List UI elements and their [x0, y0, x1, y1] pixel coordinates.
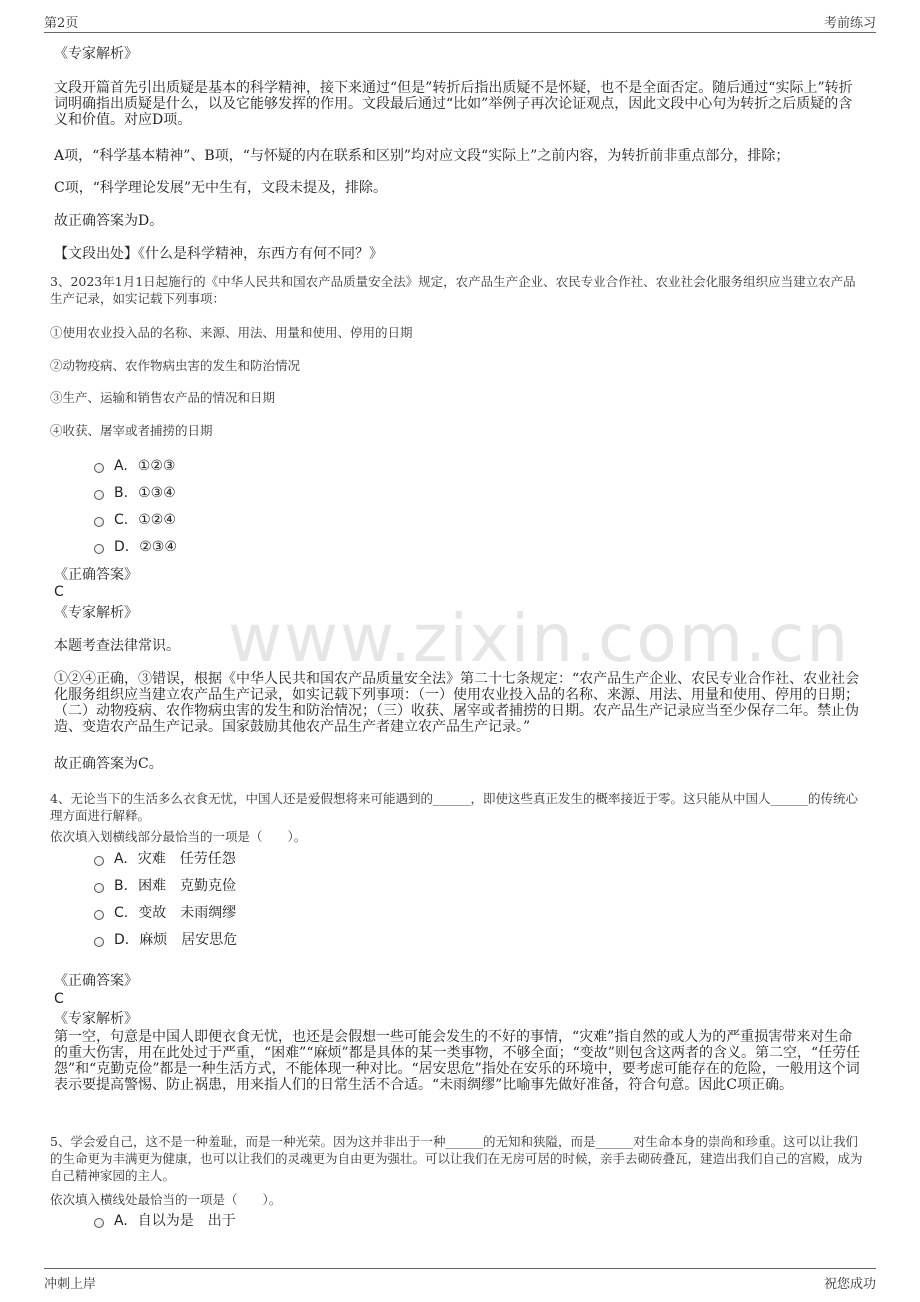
- option-text: 困难 克勤克俭: [138, 878, 237, 894]
- watermark: www.zixin.com.cn: [228, 600, 851, 677]
- radio-icon[interactable]: [94, 883, 104, 893]
- option-label: C.: [114, 512, 129, 528]
- q3-option-c[interactable]: [94, 512, 176, 528]
- footer-left: 冲刺上岸: [44, 1277, 97, 1292]
- option-text: ①③④: [138, 485, 176, 501]
- q2-answer-line: 故正确答案为D。: [54, 213, 164, 229]
- q3-answer-label: 《正确答案》: [54, 567, 138, 583]
- radio-icon[interactable]: [94, 856, 104, 866]
- option-label: B.: [114, 878, 129, 894]
- q3-item-1: ①使用农业投入品的名称、来源、用法、用量和使用、停用的日期: [50, 325, 413, 340]
- q2-source: 【文段出处】《什么是科学精神，东西方有何不同？》: [54, 246, 383, 262]
- q3-answer: C: [54, 584, 64, 600]
- q4-analysis-p1: 第一空，句意是中国人即便衣食无忧，也还是会假想一些可能会发生的不好的事情，“灾难”指自然的或人为的严重损害带来对生命的重大伤害，用在此处过于严重，“困难”“麻烦”都是具体的某一类事物，不够全面；“变故”则包含这两者的含义。第二空，“任劳任怨”和“克勤克俭”都是一种生活方式，不能体现一种对比。“居安思危”指处在安乐的环境中，要考虑可能存在的危险，一般用这个词表示要提高警惕、防止祸患，用来指人们的日常生活不合适。“未雨绸缪”比喻事先做好准备，符合句意。因此C项正确。: [54, 1029, 861, 1093]
- q2-analysis-p1: 文段开篇首先引出质疑是基本的科学精神，接下来通过“但是”转折后指出质疑不是怀疑，也不是全面否定。随后通过“实际上”转折词明确指出质疑是什么，以及它能够发挥的作用。文段最后通过“比如”举例子再次论证观点，因此文段中心句为转折之后质疑的含义和价值。对应D项。: [54, 80, 853, 128]
- q4-option-a[interactable]: [94, 851, 236, 867]
- page-footer: [44, 1268, 876, 1292]
- q3-answer-line: 故正确答案为C。: [54, 756, 163, 772]
- q4-answer-label: 《正确答案》: [54, 973, 138, 989]
- radio-icon[interactable]: [94, 910, 104, 920]
- q2-analysis-p2: A项，“科学基本精神”、B项，“与怀疑的内在联系和区别”均对应文段“实际上”之前内容，为转折前非重点部分，排除；: [54, 148, 790, 164]
- option-text: 灾难 任劳任怨: [137, 851, 236, 867]
- q3-stem: 3、2023年1月1日起施行的《中华人民共和国农产品质量安全法》规定，农产品生产企业、农民专业合作社、农业社会化服务组织应当建立农产品生产记录，如实记载下列事项：: [50, 274, 856, 306]
- radio-icon[interactable]: [94, 544, 104, 554]
- page-number: 第2页: [44, 16, 79, 31]
- option-text: 麻烦 居安思危: [139, 932, 238, 948]
- q3-option-a[interactable]: [94, 458, 175, 474]
- q3-item-4: ④收获、屠宰或者捕捞的日期: [50, 423, 213, 438]
- q2-analysis-p3: C项，“科学理论发展”无中生有，文段未提及，排除。: [54, 180, 388, 196]
- radio-icon[interactable]: [94, 937, 104, 947]
- q3-analysis-p2: ①②④正确，③错误，根据《中华人民共和国农产品质量安全法》第二十七条规定：“农产品生产企业、农民专业合作社、农业社会化服务组织应当建立农产品生产记录，如实记载下列事项：（一）使用农业投入品的名称、来源、用法、用量和使用、停用的日期；（二）动物疫病、农作物病虫害的发生和防治情况；（三）收获、屠宰或者捕捞的日期。农产品生产记录应当至少保存二年。禁止伪造、变造农产品生产记录。国家鼓励其他农产品生产者建立农产品生产记录。”: [54, 671, 860, 735]
- q4-prompt: 依次填入划横线部分最恰当的一项是（ ）。: [50, 829, 307, 844]
- q4-stem: 4、无论当下的生活多么衣食无忧，中国人还是爱假想将来可能遇到的______，即使这些真正发生的概率接近于零。这只能从中国人______的传统心理方面进行解释。: [50, 791, 858, 823]
- footer-right: 祝您成功: [823, 1277, 876, 1292]
- option-text: ①②③: [137, 458, 176, 474]
- radio-icon[interactable]: [94, 490, 104, 500]
- q3-analysis-p1: 本题考查法律常识。: [54, 638, 180, 654]
- option-label: D.: [114, 932, 130, 948]
- q4-option-c[interactable]: [94, 905, 236, 921]
- q3-item-2: ②动物疫病、农作物病虫害的发生和防治情况: [50, 358, 301, 373]
- option-label: A.: [114, 1213, 128, 1229]
- radio-icon[interactable]: [94, 517, 104, 527]
- option-label: D.: [114, 539, 130, 555]
- option-label: C.: [114, 905, 129, 921]
- radio-icon[interactable]: [94, 1218, 104, 1228]
- option-text: ①②④: [138, 512, 176, 528]
- q5-option-a[interactable]: [94, 1213, 236, 1229]
- option-text: 自以为是 出于: [137, 1213, 236, 1229]
- option-label: A.: [114, 458, 128, 474]
- q2-analysis-label: 《专家解析》: [54, 46, 138, 62]
- radio-icon[interactable]: [94, 463, 104, 473]
- page-header: [44, 10, 876, 33]
- q5-stem: 5、学会爱自己，这不是一种羞耻，而是一种光荣。因为这并非出于一种______的无知和狭隘，而是______对生命本身的崇尚和珍重。这可以让我们的生命更为丰满更为健康，也可以让我们的灵魂更为自由更为强壮。可以让我们在无房可居的时候，亲手去砌砖叠瓦，建造出我们自己的宫殿，成为自己精神家园的主人。: [50, 1134, 863, 1183]
- q5-prompt: 依次填入横线处最恰当的一项是（ ）。: [50, 1192, 282, 1207]
- q4-answer: C: [54, 991, 64, 1007]
- option-text: 变故 未雨绸缪: [138, 905, 237, 921]
- option-text: ②③④: [139, 539, 177, 555]
- q4-option-b[interactable]: [94, 878, 236, 894]
- q3-option-d[interactable]: [94, 539, 177, 555]
- q3-item-3: ③生产、运输和销售农产品的情况和日期: [50, 390, 276, 405]
- option-label: A.: [114, 851, 128, 867]
- q4-analysis-label: 《专家解析》: [54, 1011, 138, 1027]
- q3-analysis-label: 《专家解析》: [54, 605, 138, 621]
- q4-option-d[interactable]: [94, 932, 237, 948]
- header-title: 考前练习: [823, 16, 876, 31]
- q3-option-b[interactable]: [94, 485, 176, 501]
- option-label: B.: [114, 485, 129, 501]
